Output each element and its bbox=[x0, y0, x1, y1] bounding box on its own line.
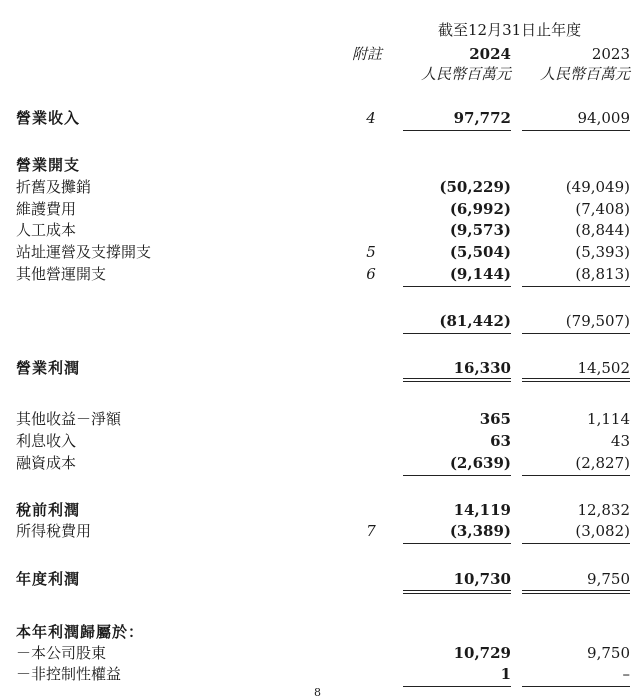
pretax-profit-2024: 14,119 bbox=[453, 501, 511, 519]
operating-profit-double-line-2024 bbox=[403, 381, 511, 382]
profit-double-line-2023 bbox=[522, 593, 630, 594]
revenue-label: 營業收入 bbox=[16, 109, 81, 127]
attributable-item-2023: – bbox=[622, 665, 630, 683]
revenue-underline-2023 bbox=[522, 130, 630, 131]
tax-underline-2024 bbox=[403, 543, 511, 544]
opex-item-2023: (7,408) bbox=[575, 200, 630, 218]
other-item-2023: 1,114 bbox=[587, 410, 630, 428]
opex-item-2023: (8,844) bbox=[575, 221, 630, 239]
attributable-item-label: －非控制性權益 bbox=[16, 665, 122, 683]
other-item-label: 融資成本 bbox=[16, 454, 77, 472]
period-header: 截至12月31日止年度 bbox=[438, 21, 582, 39]
other-item-2024: 365 bbox=[479, 410, 511, 428]
page-number: 8 bbox=[314, 686, 321, 699]
revenue-underline-2024 bbox=[403, 130, 511, 131]
opex-item-2023: (5,393) bbox=[575, 243, 630, 261]
operating-profit-2023: 14,502 bbox=[577, 359, 630, 377]
operating-profit-double-line-2023 bbox=[522, 381, 630, 382]
opex-title: 營業開支 bbox=[16, 156, 81, 174]
other-item-2024: 63 bbox=[490, 432, 511, 450]
operating-profit-double-line-2024 bbox=[403, 378, 511, 379]
operating-profit-2024: 16,330 bbox=[453, 359, 511, 377]
operating-profit-double-line-2023 bbox=[522, 378, 630, 379]
pretax-profit-label: 稅前利潤 bbox=[16, 501, 81, 519]
attributable-item-label: －本公司股東 bbox=[16, 644, 107, 662]
opex-total-underline-2024 bbox=[403, 333, 511, 334]
opex-item-2024: (6,992) bbox=[449, 200, 511, 218]
opex-item-2023: (49,049) bbox=[565, 178, 630, 196]
other-item-2023: (2,827) bbox=[575, 454, 630, 472]
opex-underline-2023 bbox=[522, 286, 630, 287]
attributable-underline-2024 bbox=[403, 686, 511, 687]
attributable-item-2024: 10,729 bbox=[453, 644, 511, 662]
revenue-2023: 94,009 bbox=[577, 109, 630, 127]
revenue-2024: 97,772 bbox=[453, 109, 511, 127]
other-item-label: 利息收入 bbox=[16, 432, 77, 450]
finance-underline-2023 bbox=[522, 475, 630, 476]
other-item-label: 其他收益－淨額 bbox=[16, 410, 122, 428]
opex-item-2024: (50,229) bbox=[439, 178, 511, 196]
opex-item-2024: (5,504) bbox=[449, 243, 511, 261]
other-item-2024: (2,639) bbox=[449, 454, 511, 472]
attributable-title: 本年利潤歸屬於： bbox=[16, 623, 145, 641]
tax-underline-2023 bbox=[522, 543, 630, 544]
income-tax-2023: (3,082) bbox=[575, 522, 630, 540]
unit-2023-header: 人民幣百萬元 bbox=[539, 65, 630, 83]
opex-total-2023: (79,507) bbox=[565, 312, 630, 330]
opex-item-2023: (8,813) bbox=[575, 265, 630, 283]
note-column-header: 附註 bbox=[352, 45, 383, 63]
opex-total-underline-2023 bbox=[522, 333, 630, 334]
operating-profit-label: 營業利潤 bbox=[16, 359, 81, 377]
attributable-item-2024: 1 bbox=[500, 665, 511, 683]
year-2023-header: 2023 bbox=[591, 45, 630, 63]
opex-underline-2024 bbox=[403, 286, 511, 287]
finance-underline-2024 bbox=[403, 475, 511, 476]
opex-item-note: 6 bbox=[366, 265, 376, 283]
profit-for-year-2024: 10,730 bbox=[453, 570, 511, 588]
profit-for-year-label: 年度利潤 bbox=[16, 570, 81, 588]
attributable-underline-2023 bbox=[522, 686, 630, 687]
profit-double-line-2024 bbox=[403, 590, 511, 591]
opex-item-2024: (9,144) bbox=[449, 265, 511, 283]
profit-double-line-2023 bbox=[522, 590, 630, 591]
opex-item-2024: (9,573) bbox=[449, 221, 511, 239]
revenue-note: 4 bbox=[366, 109, 376, 127]
income-tax-note: 7 bbox=[366, 522, 376, 540]
unit-2024-header: 人民幣百萬元 bbox=[420, 65, 511, 83]
year-2024-header: 2024 bbox=[469, 45, 511, 63]
opex-item-label: 維護費用 bbox=[16, 200, 77, 218]
opex-item-label: 其他營運開支 bbox=[16, 265, 107, 283]
opex-item-label: 人工成本 bbox=[16, 221, 77, 239]
opex-item-label: 站址運營及支撐開支 bbox=[16, 243, 152, 261]
income-tax-label: 所得稅費用 bbox=[16, 522, 92, 540]
other-item-2023: 43 bbox=[610, 432, 630, 450]
attributable-item-2023: 9,750 bbox=[587, 644, 630, 662]
opex-item-label: 折舊及攤銷 bbox=[16, 178, 92, 196]
income-tax-2024: (3,389) bbox=[449, 522, 511, 540]
opex-total-2024: (81,442) bbox=[439, 312, 511, 330]
opex-item-note: 5 bbox=[366, 243, 376, 261]
pretax-profit-2023: 12,832 bbox=[577, 501, 630, 519]
profit-double-line-2024 bbox=[403, 593, 511, 594]
profit-for-year-2023: 9,750 bbox=[587, 570, 630, 588]
